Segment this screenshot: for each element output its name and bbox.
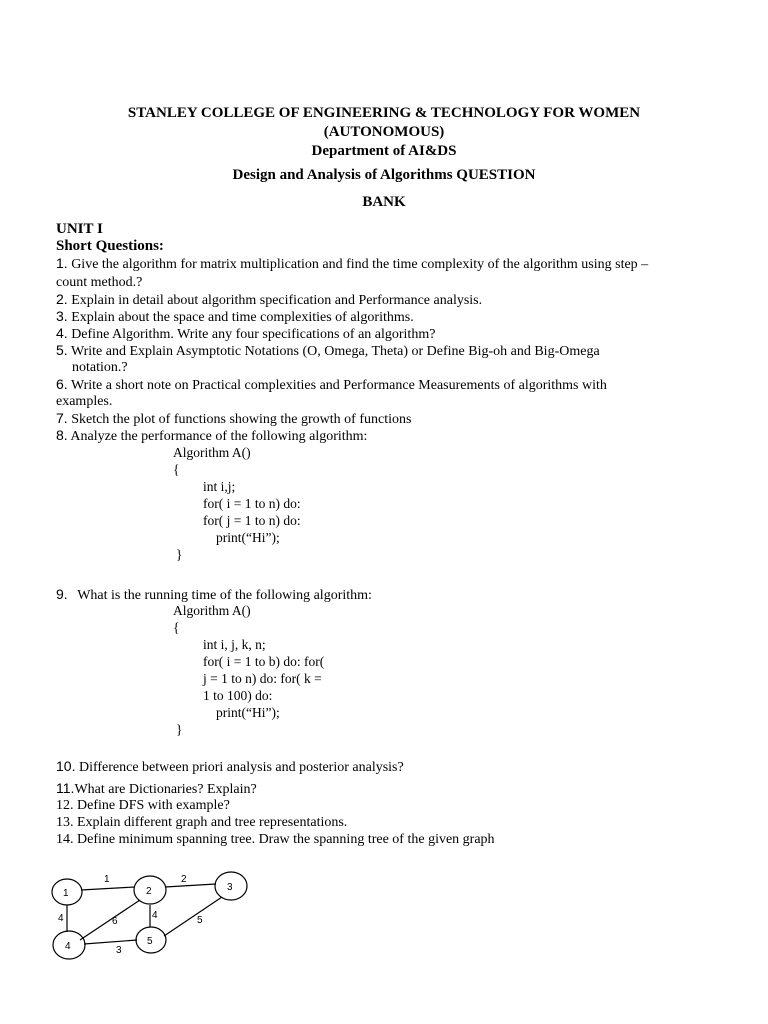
question-6: 6. Write a short note on Practical complexities and Performance Measurements of algorithms with: [56, 376, 607, 393]
edge-weight-1-2: 1: [104, 874, 110, 885]
question-7: 7. Sketch the plot of functions showing the growth of functions: [56, 410, 412, 427]
node-label-2: 2: [146, 886, 152, 897]
edge-4-5: [84, 940, 137, 944]
subject-title-cont: BANK: [362, 194, 406, 210]
code9-line-7: print(“Hi”);: [216, 705, 280, 720]
subject-title: Design and Analysis of Algorithms QUESTION: [232, 167, 536, 183]
question-6-cont: examples.: [56, 394, 113, 409]
node-label-1: 1: [63, 888, 69, 899]
question-5-cont: notation.?: [72, 360, 128, 375]
code9-line-1: Algorithm A(): [173, 603, 251, 618]
section-heading: Short Questions:: [56, 238, 164, 254]
department-name: Department of AI&DS: [311, 143, 457, 159]
code8-line-7: }: [176, 547, 183, 562]
question-12: 12. Define DFS with example?: [56, 798, 230, 813]
unit-title: UNIT I: [56, 221, 103, 237]
question-2: 2. Explain in detail about algorithm specification and Performance analysis.: [56, 291, 483, 308]
question-13: 13. Explain different graph and tree representations.: [56, 815, 348, 830]
question-8: 8. Analyze the performance of the following algorithm:: [56, 427, 368, 444]
question-11: 11.What are Dictionaries? Explain?: [56, 780, 257, 797]
code9-line-3: int i, j, k, n;: [203, 637, 266, 652]
code8-line-2: {: [173, 462, 180, 477]
code9-line-5: j = 1 to n) do: for( k =: [203, 671, 322, 686]
question-14: 14. Define minimum spanning tree. Draw the spanning tree of the given graph: [56, 832, 495, 847]
edge-weight-2-3: 2: [181, 874, 187, 885]
edge-weight-5-3: 5: [197, 915, 203, 926]
code9-line-2: {: [173, 620, 180, 635]
node-label-4: 4: [65, 941, 71, 952]
code8-line-6: print(“Hi”);: [216, 530, 280, 545]
edge-5-3: [164, 897, 222, 936]
question-3: 3. Explain about the space and time complexities of algorithms.: [56, 308, 414, 325]
code9-line-4: for( i = 1 to b) do: for(: [203, 654, 325, 669]
node-label-3: 3: [227, 882, 233, 893]
edge-weight-1-4: 4: [58, 913, 64, 924]
edge-weight-4-5: 3: [116, 945, 122, 956]
question-4: 4. Define Algorithm. Write any four specifications of an algorithm?: [56, 325, 436, 342]
college-name: STANLEY COLLEGE OF ENGINEERING & TECHNOLOGY FOR WOMEN: [127, 105, 641, 121]
code8-line-4: for( i = 1 to n) do:: [203, 496, 301, 511]
question-1-cont: count method.?: [56, 275, 143, 290]
code9-line-6: 1 to 100) do:: [203, 688, 273, 703]
node-label-5: 5: [147, 936, 153, 947]
code9-line-8: }: [176, 722, 183, 737]
question-9: 9. What is the running time of the following algorithm:: [56, 586, 372, 603]
edge-4-2: [80, 900, 140, 940]
edge-2-3: [165, 884, 216, 887]
question-10: 10. Difference between priori analysis and posterior analysis?: [56, 758, 404, 775]
code8-line-5: for( j = 1 to n) do:: [203, 513, 301, 528]
edge-1-2: [81, 887, 135, 890]
question-5: 5. Write and Explain Asymptotic Notations (O, Omega, Theta) or Define Big-oh and Big-Omega: [56, 342, 600, 359]
code8-line-3: int i,j;: [203, 479, 236, 494]
autonomous-label: (AUTONOMOUS): [323, 124, 445, 140]
edge-weight-2-5: 4: [152, 910, 158, 921]
code8-line-1: Algorithm A(): [173, 445, 251, 460]
spanning-tree-graph: [40, 860, 280, 970]
edge-weight-4-2: 6: [112, 916, 118, 927]
question-1: 1. Give the algorithm for matrix multiplication and find the time complexity of the algorithm using step –: [56, 255, 649, 272]
